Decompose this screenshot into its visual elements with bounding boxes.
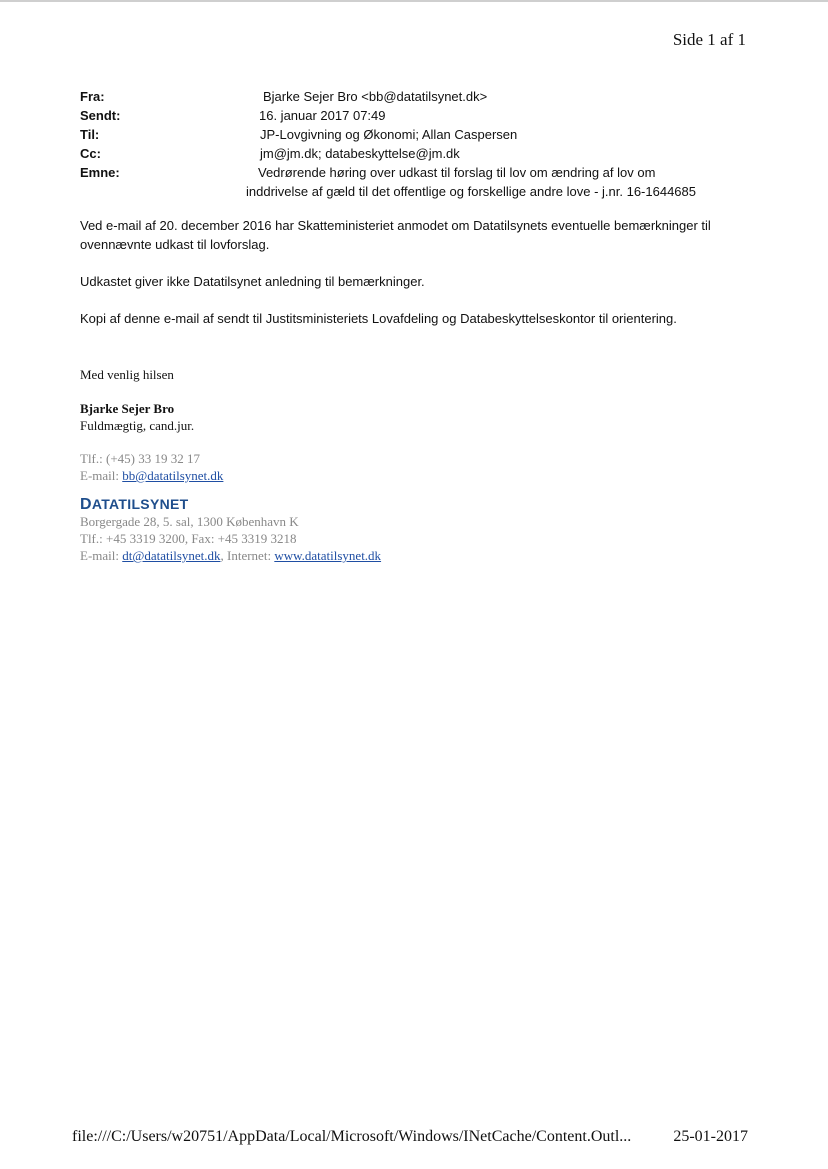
signer-contact: [80, 450, 680, 484]
body-paragraph-2: Udkastet giver ikke Datatilsynet anledning til bemærkninger.: [80, 274, 425, 289]
organization-logo-text: [80, 496, 680, 513]
greeting: Med venlig hilsen: [80, 367, 174, 382]
print-footer: [72, 1128, 752, 1146]
signer-title: Fuldmægtig, cand.jur.: [80, 418, 195, 433]
org-email-link[interactable]: dt@datatilsynet.dk: [122, 548, 221, 563]
from-value: Bjarke Sejer Bro <bb@datatilsynet.dk>: [263, 89, 488, 104]
organization-contact: [80, 513, 680, 564]
page-top-border: [0, 0, 828, 2]
to-row: [80, 125, 760, 144]
signer-email-prefix: E-mail:: [80, 468, 123, 483]
to-value: JP-Lovgivning og Økonomi; Allan Caspersen: [260, 127, 518, 142]
org-rest: ATATILSYNET: [91, 496, 189, 512]
body-paragraph-1: Ved e-mail af 20. december 2016 har Skatteministeriet anmodet om Datatilsynets eventuelle bemærkninger til ovennævnte udkast til lovforslag.: [80, 218, 711, 252]
signer-name: Bjarke Sejer Bro: [80, 401, 175, 416]
to-label: Til:: [80, 127, 100, 142]
subject-line-2: inddrivelse af gæld til det offentlige og forskellige andre love - j.nr. 16-1644685: [246, 184, 696, 199]
cc-row: [80, 144, 760, 163]
footer-file-path: file:///C:/Users/w20751/AppData/Local/Microsoft/Windows/INetCache/Content.Outl...: [72, 1128, 632, 1145]
sent-row: [80, 106, 760, 125]
signature-block: [80, 366, 680, 564]
org-website-link[interactable]: www.datatilsynet.dk: [274, 548, 382, 563]
org-phone-fax: Tlf.: +45 3319 3200, Fax: +45 3319 3218: [80, 531, 297, 546]
email-body: [80, 216, 760, 346]
org-address: Borgergade 28, 5. sal, 1300 København K: [80, 514, 299, 529]
from-row: [80, 87, 760, 106]
subject-line-1: Vedrørende høring over udkast til forslag til lov om ændring af lov om: [258, 165, 656, 180]
org-email-prefix: E-mail:: [80, 548, 123, 563]
sent-value: 16. januar 2017 07:49: [259, 108, 386, 123]
body-paragraph-3: Kopi af denne e-mail af sendt til Justitsministeriets Lovafdeling og Databeskyttelseskontor til orientering.: [80, 311, 677, 326]
cc-label: Cc:: [80, 146, 101, 161]
signer-email-link[interactable]: bb@datatilsynet.dk: [122, 468, 224, 483]
footer-print-date: 25-01-2017: [673, 1128, 748, 1145]
org-initial: D: [80, 496, 92, 513]
subject-continuation-row: [80, 182, 760, 201]
subject-row: [80, 163, 760, 182]
internet-prefix: , Internet:: [220, 548, 275, 563]
page-number: Side 1 af 1: [672, 30, 746, 49]
email-header: [80, 87, 760, 201]
subject-label: Emne:: [80, 165, 120, 180]
sent-label: Sendt:: [80, 108, 121, 123]
cc-value: jm@jm.dk; databeskyttelse@jm.dk: [260, 146, 460, 161]
signer-email-line: [80, 467, 680, 484]
org-email-line: [80, 547, 680, 564]
signer-phone: Tlf.: (+45) 33 19 32 17: [80, 451, 200, 466]
from-label: Fra:: [80, 89, 105, 104]
